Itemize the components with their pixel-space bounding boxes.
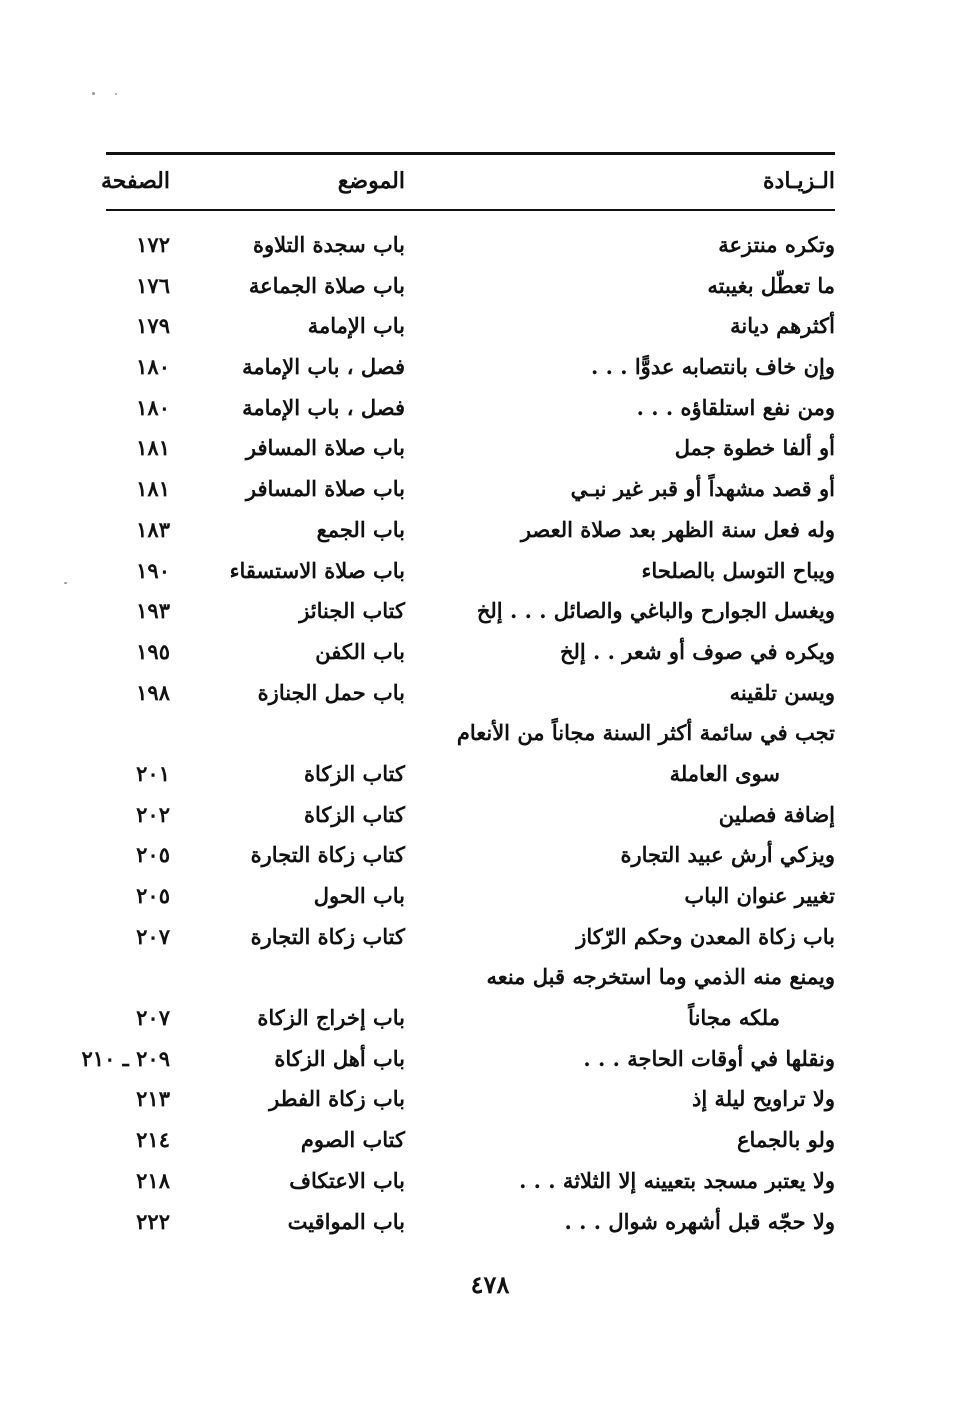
row-addition: ويمنع منه الذمي وما استخرجه قبل منعه (486, 964, 835, 990)
row-page: ١٧٦ (136, 272, 170, 298)
row-place: باب الحول (313, 883, 405, 908)
row-page: ٢٠٧ (136, 1005, 170, 1031)
row-page: ١٩٠ (136, 557, 170, 583)
table-row (106, 591, 835, 632)
table-row (106, 795, 835, 836)
row-place: كتاب الزكاة (303, 760, 405, 786)
row-addition: ونقلها في أوقات الحاجة . . . (583, 1045, 835, 1071)
row-addition: سوى العاملة (669, 760, 780, 786)
row-addition: ولا يعتبر مسجد بتعيينه إلا الثلاثة . . . (519, 1167, 835, 1193)
row-page: ٢٠٢ (136, 801, 170, 827)
table-row (106, 957, 835, 998)
row-addition: وإن خاف بانتصابه عدوًّا . . . (590, 354, 835, 380)
row-addition: ملكه مجاناً (688, 1005, 780, 1031)
row-page: ١٧٢ (136, 232, 170, 257)
row-addition: ولا تراويح ليلة إذ (692, 1086, 835, 1112)
row-place: كتاب زكاة التجارة (250, 842, 405, 868)
table-row (81, 1039, 835, 1080)
row-place: باب المواقيت (287, 1208, 405, 1234)
row-place: فصل ، باب الإمامة (242, 394, 405, 420)
row-addition: باب زكاة المعدن وحكم الرّكاز (576, 923, 835, 949)
row-place: باب إخراج الزكاة (257, 1005, 405, 1031)
table-row (106, 998, 835, 1039)
row-addition: أو ألفا خطوة جمل (674, 435, 835, 461)
table-row (106, 713, 835, 754)
row-addition: وله فعل سنة الظهر بعد صلاة العصر (520, 516, 835, 542)
row-place: باب حمل الجنازة (257, 679, 405, 705)
row-page: ١٨١ (136, 435, 170, 461)
row-addition: تجب في سائمة أكثر السنة مجاناً من الأنعام (456, 720, 835, 746)
scan-speck (115, 93, 117, 95)
row-addition: وتكره منتزعة (718, 232, 835, 257)
row-addition: ولو بالجماع (737, 1127, 835, 1153)
row-place: باب الكفن (315, 638, 405, 664)
row-place: باب الاعتكاف (289, 1167, 405, 1193)
row-place: كتاب الزكاة (303, 801, 405, 827)
row-page: ٢٠٥ (136, 842, 170, 868)
table-top-rule (106, 152, 835, 155)
row-page: ١٧٩ (136, 313, 170, 339)
table-row (106, 917, 835, 958)
table-header (100, 160, 835, 206)
row-place: باب صلاة المسافر (245, 476, 405, 502)
table-row (106, 347, 835, 388)
row-addition: ومن نفع استلقاؤه . . . (636, 394, 835, 420)
row-page: ٢١٨ (136, 1167, 170, 1193)
header-place: الموضع (337, 168, 405, 194)
table-header-rule (106, 209, 835, 211)
header-page: الصفحة (100, 168, 170, 194)
scan-speck (64, 582, 67, 584)
table-row (106, 266, 835, 307)
table-row (106, 510, 835, 551)
row-place: باب أهل الزكاة (274, 1045, 405, 1071)
table-body (81, 225, 835, 1242)
row-page: ١٨٠ (136, 354, 170, 380)
row-page: ٢١٤ (136, 1127, 170, 1153)
row-page: ٢٠٧ (136, 923, 170, 949)
row-addition: ما تعطّل بغيبته (707, 272, 835, 298)
row-place: فصل ، باب الإمامة (242, 354, 405, 380)
row-place: باب زكاة الفطر (269, 1086, 405, 1112)
row-addition: أكثرهم ديانة (730, 313, 835, 339)
row-place: باب صلاة المسافر (245, 435, 405, 461)
row-place: كتاب الجنائز (299, 598, 405, 624)
table-row (106, 1202, 835, 1243)
table-row (106, 388, 835, 429)
table-row (106, 469, 835, 510)
row-addition: ويباح التوسل بالصلحاء (641, 557, 835, 583)
table-row (106, 876, 835, 917)
table-row (106, 306, 835, 347)
row-addition: ويغسل الجوارح والباغي والصائل . . . إلخ (476, 598, 835, 624)
row-place: باب الإمامة (307, 313, 405, 339)
row-page: ٢٠٥ (136, 883, 170, 908)
row-addition: تغيير عنوان الباب (684, 883, 835, 908)
row-place: باب صلاة الاستسقاء (229, 557, 405, 583)
row-page: ١٩٥ (136, 638, 170, 664)
table-row (106, 225, 835, 266)
row-page: ١٨٣ (136, 516, 170, 542)
page-number: ٤٧٨ (470, 1270, 510, 1299)
row-page: ٢١٣ (136, 1086, 170, 1112)
row-page: ٢٠٩ ـ ٢١٠ (81, 1045, 170, 1071)
row-addition: ويسن تلقينه (729, 679, 835, 705)
table-row (106, 1079, 835, 1120)
header-addition: الـزيـادة (763, 168, 835, 194)
table-row (106, 428, 835, 469)
row-page: ١٨٠ (136, 394, 170, 420)
row-page: ٢٠١ (136, 760, 170, 786)
row-place: باب الجمع (316, 516, 405, 542)
row-addition: ولا حجّه قبل أشهره شوال . . . (564, 1208, 835, 1234)
table-row (106, 754, 835, 795)
row-addition: إضافة فصلين (718, 801, 835, 827)
table-row (106, 551, 835, 592)
scan-speck (92, 92, 95, 95)
row-place: باب سجدة التلاوة (252, 232, 405, 257)
row-page: ١٨١ (136, 476, 170, 502)
row-addition: ويكره في صوف أو شعر . . إلخ (559, 638, 835, 664)
row-addition: أو قصد مشهداً أو قبر غير نبـي (570, 476, 835, 502)
row-page: ٢٢٢ (136, 1208, 170, 1234)
row-addition: ويزكي أرش عبيد التجارة (620, 842, 835, 868)
table-row (106, 632, 835, 673)
row-place: كتاب الصوم (300, 1127, 405, 1153)
row-page: ١٩٣ (136, 598, 170, 624)
table-row (106, 1161, 835, 1202)
table-row (106, 1120, 835, 1161)
table-row (106, 835, 835, 876)
row-page: ١٩٨ (136, 679, 170, 705)
table-row (106, 673, 835, 714)
row-place: كتاب زكاة التجارة (250, 923, 405, 949)
row-place: باب صلاة الجماعة (248, 272, 405, 298)
